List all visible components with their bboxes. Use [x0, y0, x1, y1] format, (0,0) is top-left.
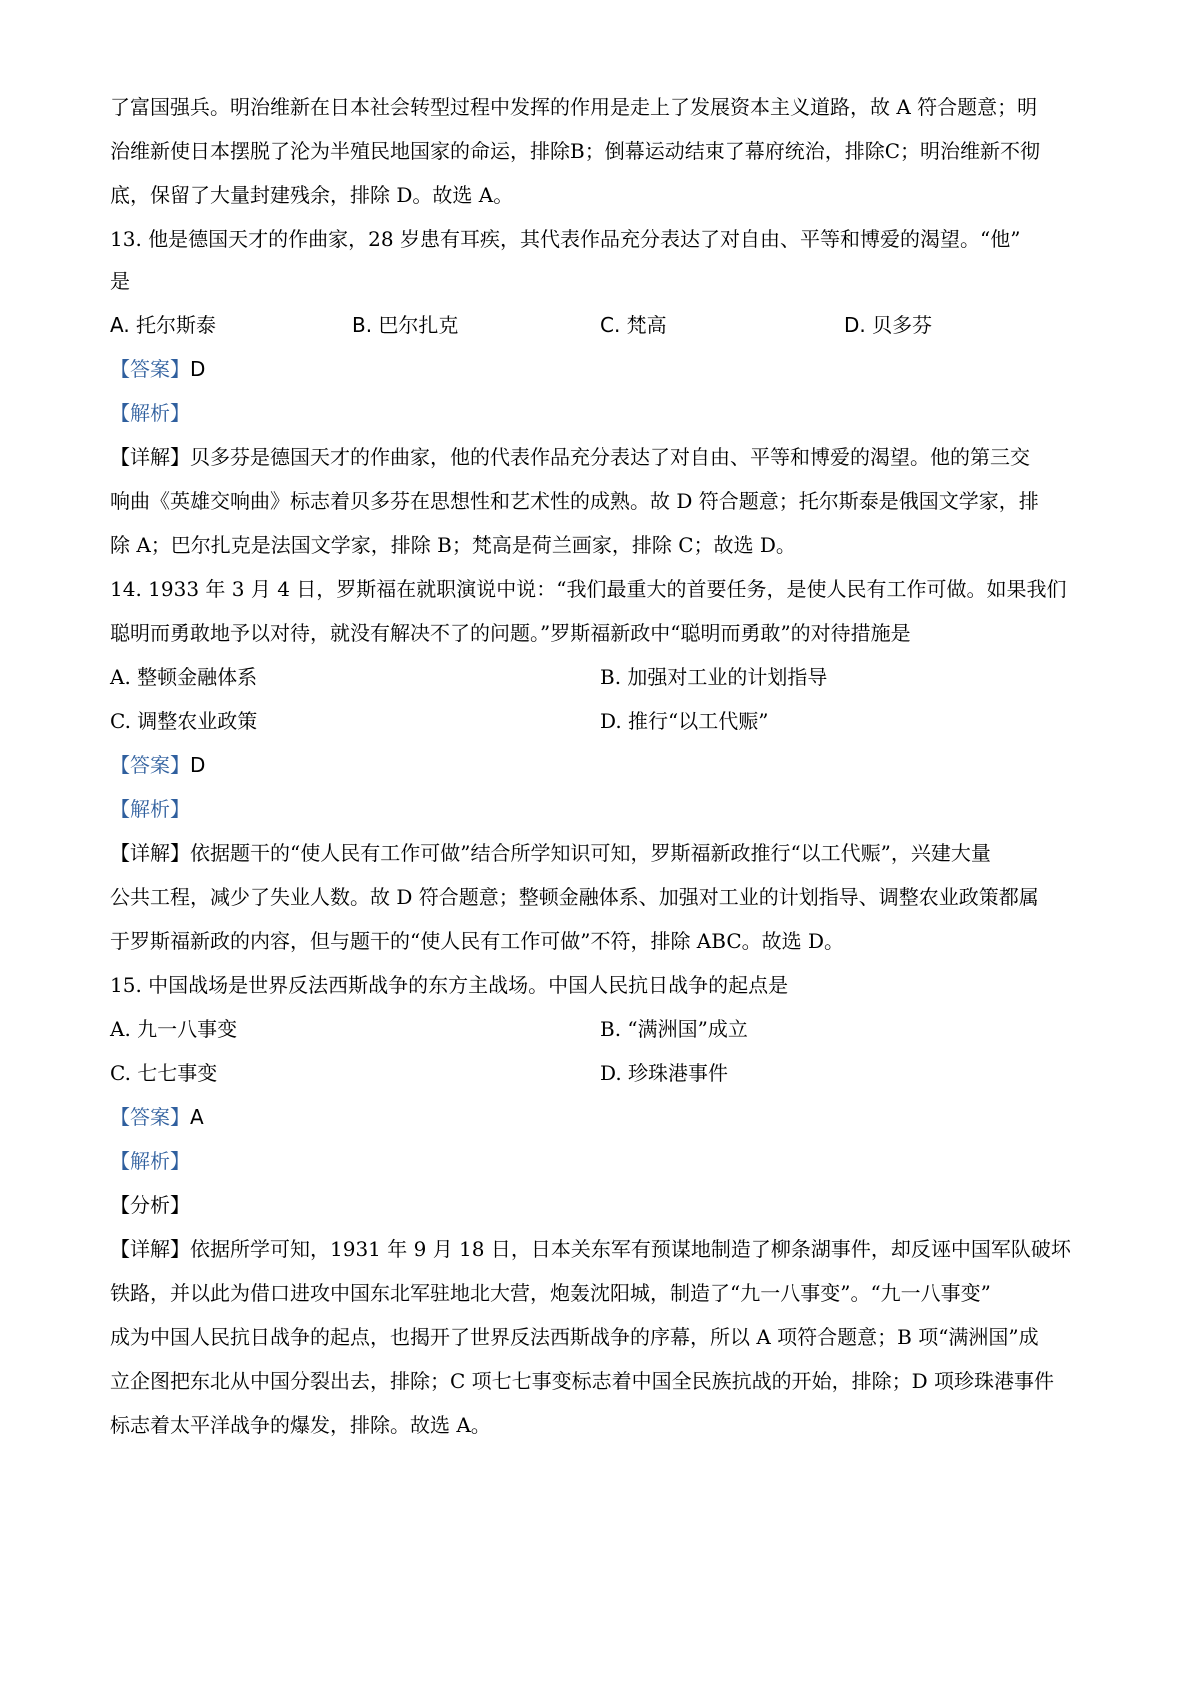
q14-detail-line-3: 于罗斯福新政的内容，但与题干的“使人民有工作可做”不符，排除 ABC。故选 D。	[110, 929, 845, 953]
q15-detail-line-4: 立企图把东北从中国分裂出去，排除；C 项七七事变标志着中国全民族抗战的开始，排除；D 项珍珠港事件	[110, 1369, 1055, 1393]
prev-explanation-line-1: 了富国强兵。明治维新在日本社会转型过程中发挥的作用是走上了发展资本主义道路，故 A 符合题意；明	[110, 95, 1038, 119]
prev-explanation-line-2: 治维新使日本摆脱了沦为半殖民地国家的命运，排除B；倒幕运动结束了幕府统治，排除C；明治维新不彻	[110, 139, 1040, 163]
q15-detail-line-2: 铁路，并以此为借口进攻中国东北军驻地北大营，炮轰沈阳城，制造了“九一八事变”。“九一八事变”	[110, 1281, 991, 1305]
detail-tag: 【详解】	[110, 445, 190, 469]
prev-explanation-line-3: 底，保留了大量封建残余，排除 D。故选 A。	[110, 183, 514, 207]
q15-option-b: B. “满洲国”成立	[600, 1017, 748, 1041]
answer-tag: 【答案】	[110, 1105, 190, 1129]
q13-answer	[110, 354, 1100, 384]
q13-option-c: C. 梵高	[600, 313, 667, 337]
q15-option-c: C. 七七事变	[110, 1061, 218, 1085]
q13-detail-line-1: 【详解】贝多芬是德国天才的作曲家，他的代表作品充分表达了对自由、平等和博爱的渴望。他的第三交	[110, 445, 1030, 469]
q14-option-d: D. 推行“以工代赈”	[600, 709, 769, 733]
q15-option-d: D. 珍珠港事件	[600, 1061, 729, 1085]
q14-option-b: B. 加强对工业的计划指导	[600, 665, 828, 689]
q15-detail-line-5: 标志着太平洋战争的爆发，排除。故选 A。	[110, 1413, 491, 1437]
q14-analysis-tag: 【解析】	[110, 797, 190, 821]
q14-detail-line-2: 公共工程，减少了失业人数。故 D 符合题意；整顿金融体系、加强对工业的计划指导、调整农业政策都属	[110, 885, 1039, 909]
q13-option-d: D. 贝多芬	[844, 313, 933, 337]
q15-answer	[110, 1102, 1100, 1132]
q13-analysis-tag: 【解析】	[110, 401, 190, 425]
q14-option-c: C. 调整农业政策	[110, 709, 258, 733]
detail-tag: 【详解】	[110, 841, 190, 865]
answer-value: D	[190, 357, 206, 381]
q14-answer	[110, 750, 1100, 780]
q15-stem-line-1: 15. 中国战场是世界反法西斯战争的东方主战场。中国人民抗日战争的起点是	[110, 973, 789, 997]
answer-value: A	[190, 1105, 204, 1129]
q13-option-a: A. 托尔斯泰	[110, 313, 217, 337]
answer-tag: 【答案】	[110, 357, 190, 381]
answer-tag: 【答案】	[110, 753, 190, 777]
q13-detail-line-2: 响曲《英雄交响曲》标志着贝多芬在思想性和艺术性的成熟。故 D 符合题意；托尔斯泰是俄国文学家，排	[110, 489, 1039, 513]
q14-option-a: A. 整顿金融体系	[110, 665, 258, 689]
q13-stem-line-1: 13. 他是德国天才的作曲家，28 岁患有耳疾，其代表作品充分表达了对自由、平等和博爱的渴望。“他”	[110, 227, 1021, 251]
q15-detail-line-1: 【详解】依据所学可知，1931 年 9 月 18 日，日本关东军有预谋地制造了柳条湖事件，却反诬中国军队破坏	[110, 1237, 1071, 1261]
q15-detail-line-3: 成为中国人民抗日战争的起点，也揭开了世界反法西斯战争的序幕，所以 A 项符合题意；B 项“满洲国”成	[110, 1325, 1039, 1349]
q14-detail-line-1: 【详解】依据题干的“使人民有工作可做”结合所学知识可知，罗斯福新政推行“以工代赈”，兴建大量	[110, 841, 991, 865]
q13-detail-line-3: 除 A；巴尔扎克是法国文学家，排除 B；梵高是荷兰画家，排除 C；故选 D。	[110, 533, 796, 557]
answer-value: D	[190, 753, 206, 777]
q13-stem-line-2: 是	[110, 269, 130, 293]
q15-option-a: A. 九一八事变	[110, 1017, 238, 1041]
detail-tag: 【详解】	[110, 1237, 190, 1261]
q14-stem-line-2: 聪明而勇敢地予以对待，就没有解决不了的问题。”罗斯福新政中“聪明而勇敢”的对待措施是	[110, 621, 911, 645]
q15-fenxi-tag: 【分析】	[110, 1193, 190, 1217]
q14-stem-line-1: 14. 1933 年 3 月 4 日，罗斯福在就职演说中说：“我们最重大的首要任务，是使人民有工作可做。如果我们	[110, 577, 1067, 601]
q13-option-b: B. 巴尔扎克	[352, 313, 459, 337]
q15-analysis-tag: 【解析】	[110, 1149, 190, 1173]
